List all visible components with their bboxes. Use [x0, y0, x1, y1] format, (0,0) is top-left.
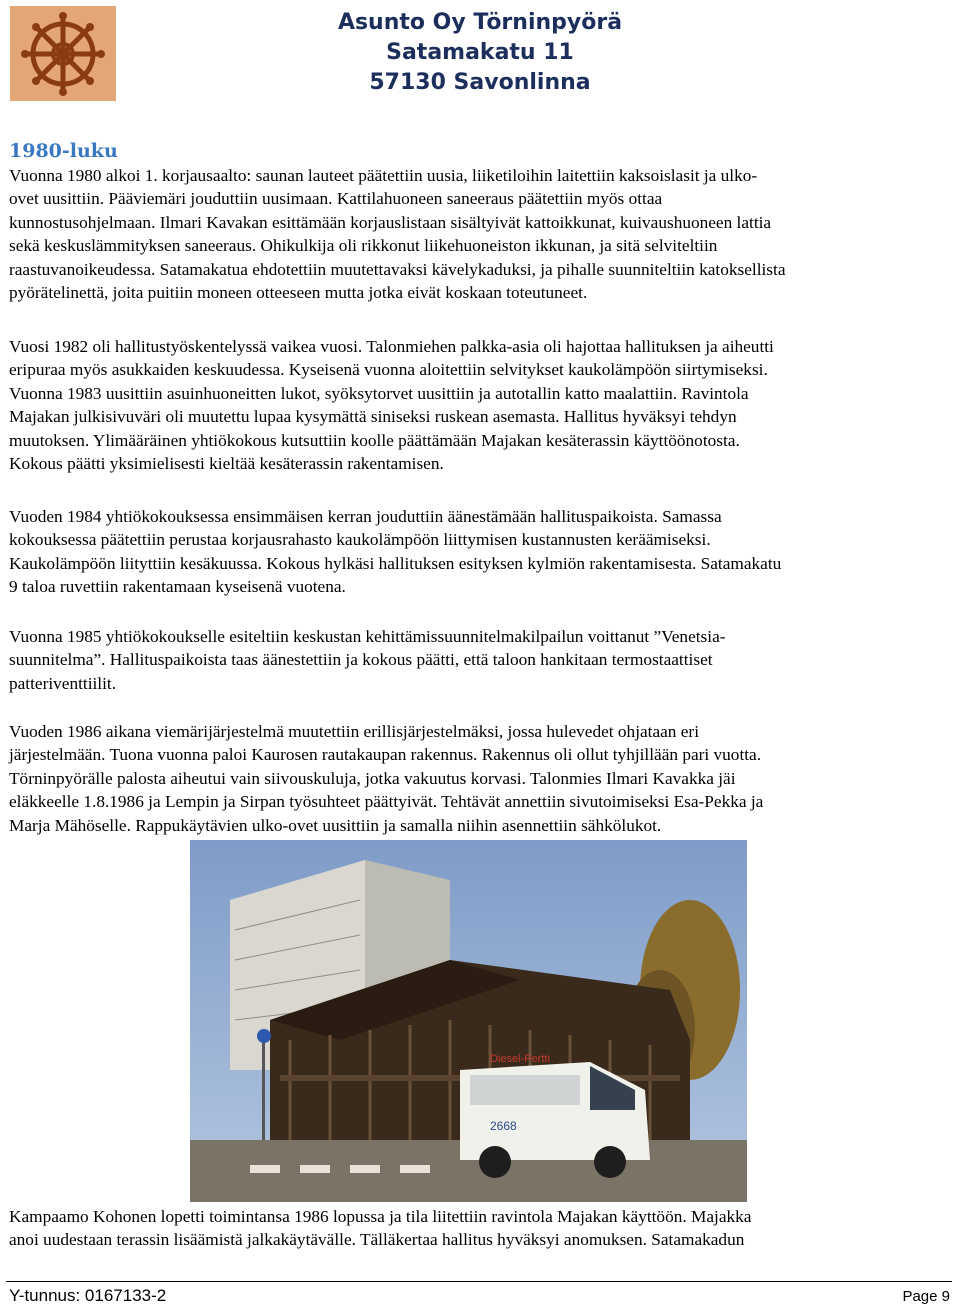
text-line: Majakan julkisivuväri oli muutettu lupaa kysymättä siniseksi ruskean asemasta. Hallitus hyväksyi tehdyn [9, 407, 737, 427]
section-title: 1980-luku [9, 140, 118, 162]
text-line: Vuoden 1986 aikana viemärijärjestelmä muutettiin erillisjärjestelmäksi, jossa hulevedet ohjataan eri [9, 722, 699, 741]
text-line: pyörätelinettä, joita puitiin moneen otteeseen mutta jotka eivät koskaan toteutuneet. [9, 283, 588, 303]
text-line: suunnitelma”. Hallituspaikoista taas äänestettiin ja kokous päätti, että taloon hankitaan termostaattiset [9, 650, 713, 670]
paragraph-1986 [9, 720, 953, 837]
text-line: kokouksessa päätettiin perustaa korjausrahasto kaukolämpöön liittymisen kustannusten keräämiseksi. [9, 530, 711, 550]
text-line: Vuonna 1985 yhtiökokoukselle esiteltiin keskustan kehittämissuunnitelmakilpailun voittanut ”Venetsia- [9, 627, 726, 646]
text-line: Törninpyörälle palosta aiheutui vain siivouskuluja, jotka vakuutus korvasi. Talonmies Ilmari Kavakka jäi [9, 768, 736, 788]
text-line: eripuraa myös asukkaiden keskuudessa. Kyseisenä vuonna aloitettiin selvitykset kaukolämpöön siirtymiseksi. [9, 360, 768, 380]
paragraph-1980 [9, 164, 953, 304]
text-line: anoi uudestaan terassin lisäämistä jalkakäytävälle. Tälläkertaa hallitus hyväksyi anomuksen. Satamakadun [9, 1230, 745, 1250]
paragraph-1982 [9, 335, 953, 475]
paragraph-1985 [9, 625, 953, 695]
text-line: patteriventtiilit. [9, 673, 117, 693]
van-sign-text: Diesel-Pertti [490, 1053, 550, 1065]
van-number-text: 2668 [490, 1119, 517, 1133]
text-line: järjestelmään. Tuona vuonna paloi Kaurosen rautakaupan rakennus. Rakennus oli ollut tyhjillään pari vuotta. [9, 745, 762, 765]
text-line: Kokous päätti yksimielisesti kieltää kesäterassin rakentamisen. [9, 454, 444, 474]
text-line: ovet uusittiin. Pääviemäri jouduttiin uusimaan. Kattilahuoneen saneeraus päätettiin myös ottaa [9, 189, 663, 209]
wheel-emblem-icon [10, 6, 116, 101]
text-line: eläkkeelle 1.8.1986 ja Lempin ja Sirpan työsuhteet päättyivät. Tehtävät annettiin sivutoimiseksi Esa-Pekka ja [9, 792, 764, 812]
text-line: raastuvanoikeudessa. Satamakatua ehdotettiin muutettavaksi kävelykaduksi, ja pihalle suunniteltiin katoksellista [9, 259, 786, 279]
text-line: sekä keskuslämmityksen saneeraus. Ohikulkija oli rikkonut liikehuoneiston ikkunan, ja sitä selviteltiin [9, 236, 718, 256]
fire-photo [190, 840, 747, 1202]
text-line: Vuoden 1984 yhtiökokouksessa ensimmäisen kerran jouduttiin äänestämään hallituspaikoista. Samassa [9, 507, 722, 526]
business-id: Y-tunnus: 0167133-2 [9, 1286, 167, 1305]
burned-building-photo [190, 840, 747, 1202]
text-line: Vuosi 1982 oli hallitustyöskentelyssä vaikea vuosi. Talonmiehen palkka-asia oli hajottaa hallituksen ja aiheutti [9, 337, 774, 356]
company-logo [10, 6, 116, 101]
paragraph-1984 [9, 505, 953, 599]
text-line: Marja Mähöselle. Rappukäytävien ulko-ovet uusittiin ja samalla niihin asennettiin sähkölukot. [9, 815, 662, 835]
footer-divider [6, 1281, 952, 1282]
document-header [220, 8, 740, 98]
paragraph-kampaamo [9, 1205, 953, 1252]
postal-address: 57130 Savonlinna [369, 70, 591, 95]
text-line: Kampaamo Kohonen lopetti toimintansa 1986 lopussa ja tila liitettiin ravintola Majakan käyttöön. Majakka [9, 1207, 752, 1226]
text-line: Vuonna 1983 uusittiin asuinhuoneitten lukot, syöksytorvet uusittiin ja autotallin katto maalattiin. Ravintola [9, 383, 749, 403]
street-address: Satamakatu 11 [386, 40, 574, 65]
text-line: muutoksen. Ylimääräinen yhtiökokous kutsuttiin koolle päättämään Majakan kesäterassin käyttöönotosta. [9, 430, 740, 450]
text-line: Vuonna 1980 alkoi 1. korjausaalto: saunan lauteet päätettiin uusia, liiketiloihin laitettiin kaksoislasit ja ulko- [9, 166, 758, 185]
company-name: Asunto Oy Törninpyörä [337, 10, 623, 35]
text-line: 9 taloa ruvettiin rakentamaan kyseisenä vuotena. [9, 577, 346, 597]
text-line: Kaukolämpöön liityttiin kesäkuussa. Kokous hylkäsi hallituksen esityksen kylmiön rakentamisesta. Satamakatu [9, 553, 782, 573]
page-number: Page 9 [902, 1288, 950, 1305]
text-line: kunnostusohjelmaan. Ilmari Kavakan esittämään korjauslistaan sisältyivät kattoikkunat, kuivaushuoneen lattia [9, 212, 772, 232]
